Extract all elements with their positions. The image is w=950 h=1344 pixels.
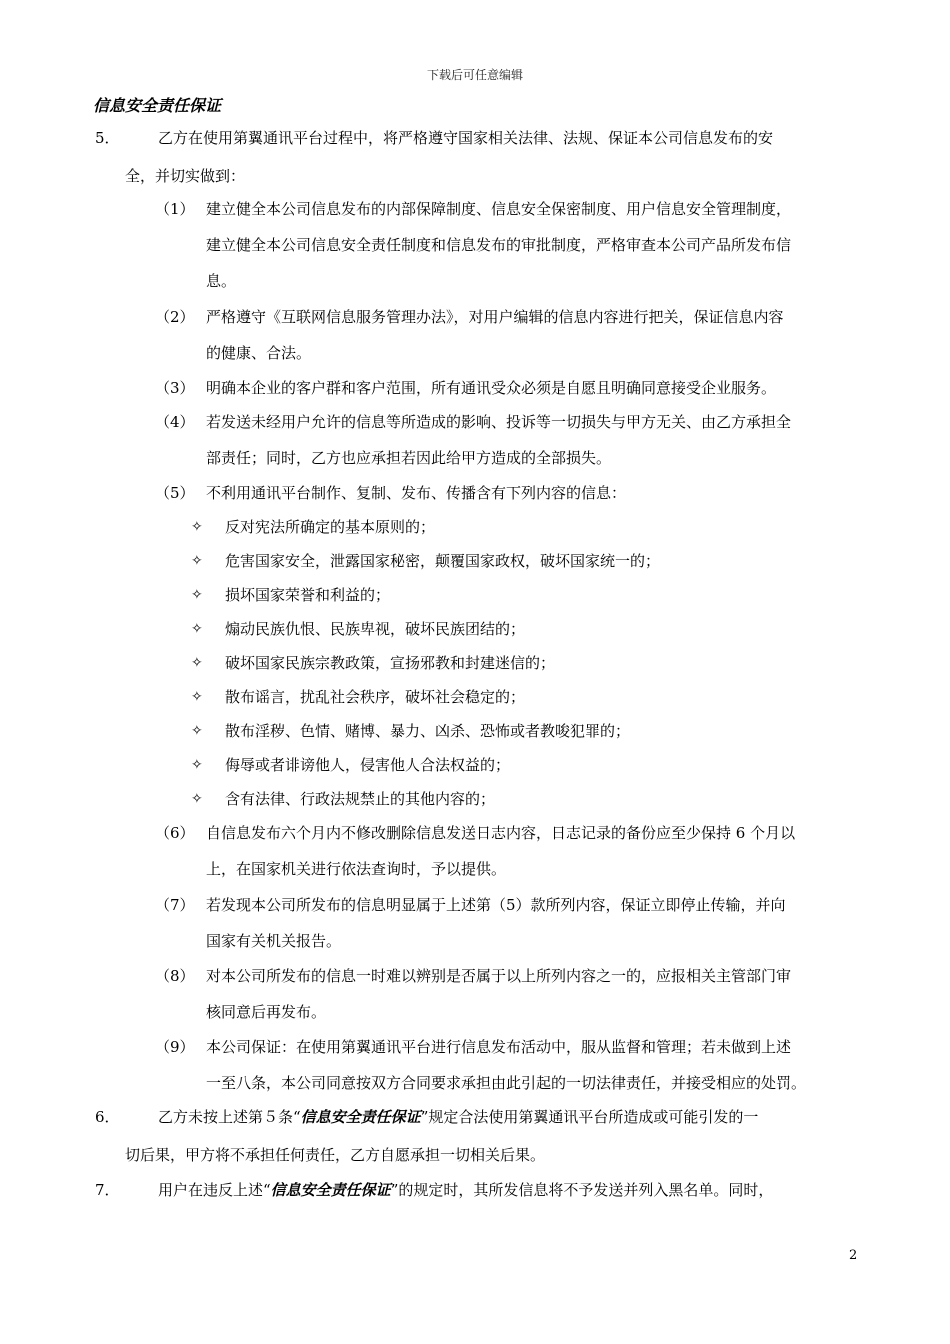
- item-6-line-1: 自信息发布六个月内不修改删除信息发送日志内容，日志记录的备份应至少保持 6 个月以: [206, 824, 796, 842]
- item-5-line-1: 不利用通讯平台制作、复制、发布、传播含有下列内容的信息：: [206, 484, 627, 502]
- item-4-line-2: 部责任；同时，乙方也应承担若因此给甲方造成的全部损失。: [206, 449, 612, 467]
- item-9-number: （9）: [155, 1038, 195, 1056]
- clause-7-text-pre: 用户在违反上述“: [158, 1181, 271, 1199]
- bullet-icon: ✧: [191, 757, 203, 773]
- item-8-number: （8）: [155, 967, 195, 985]
- item-1-line-1: 建立健全本公司信息发布的内部保障制度、信息安全保密制度、用户信息安全管理制度，: [206, 200, 792, 218]
- clause-7-text-line-1: [158, 1180, 773, 1200]
- page-number: 2: [849, 1248, 858, 1263]
- clause-7-number: 7．: [95, 1181, 120, 1199]
- item-3-line-1: 明确本企业的客户群和客户范围，所有通讯受众必须是自愿且明确同意接受企业服务。: [206, 379, 777, 397]
- clause-5-text-line-1: 乙方在使用第翼通讯平台过程中，将严格遵守国家相关法律、法规、保证本公司信息发布的安: [158, 129, 774, 147]
- item-4-number: （4）: [155, 413, 195, 431]
- bullet-item-5: 破坏国家民族宗教政策，宣扬邪教和封建迷信的；: [225, 654, 556, 672]
- bullet-icon: ✧: [191, 791, 203, 807]
- item-7-number: （7）: [155, 896, 195, 914]
- item-9-line-1: 本公司保证：在使用第翼通讯平台进行信息发布活动中，服从监督和管理；若未做到上述: [206, 1038, 792, 1056]
- item-1-number: （1）: [155, 200, 195, 218]
- bullet-item-6: 散布谣言，扰乱社会秩序，破坏社会稳定的；: [225, 688, 526, 706]
- clause-6-number: 6．: [95, 1108, 120, 1126]
- clause-6-emphasis: 信息安全责任保证: [300, 1108, 421, 1126]
- item-2-line-1: 严格遵守《互联网信息服务管理办法》，对用户编辑的信息内容进行把关，保证信息内容: [206, 308, 784, 326]
- item-4-line-1: 若发送未经用户允许的信息等所造成的影响、投诉等一切损失与甲方无关、由乙方承担全: [206, 413, 792, 431]
- bullet-item-7: 散布淫秽、色情、赌博、暴力、凶杀、恐怖或者教唆犯罪的；: [225, 722, 631, 740]
- item-6-line-2: 上，在国家机关进行依法查询时，予以提供。: [206, 860, 507, 878]
- bullet-icon: ✧: [191, 621, 203, 637]
- clause-6-text-pre: 乙方未按上述第５条“: [158, 1108, 301, 1126]
- item-5-number: （5）: [155, 484, 195, 502]
- item-7-line-2: 国家有关机关报告。: [206, 932, 342, 950]
- clause-5-number: 5．: [95, 129, 120, 147]
- bullet-icon: ✧: [191, 519, 203, 535]
- item-1-line-2: 建立健全本公司信息安全责任制度和信息发布的审批制度，严格审查本公司产品所发布信: [206, 236, 792, 254]
- clause-6-text-line-2: 切后果，甲方将不承担任何责任，乙方自愿承担一切相关后果。: [125, 1146, 546, 1164]
- bullet-item-9: 含有法律、行政法规禁止的其他内容的；: [225, 790, 496, 808]
- clause-6-text-line-1: [158, 1107, 758, 1127]
- bullet-item-2: 危害国家安全，泄露国家秘密，颠覆国家政权，破坏国家统一的；: [225, 552, 661, 570]
- bullet-icon: ✧: [191, 587, 203, 603]
- page-header: 下载后可任意编辑: [426, 68, 523, 82]
- item-2-line-2: 的健康、合法。: [206, 344, 312, 362]
- item-3-number: （3）: [155, 379, 195, 397]
- item-2-number: （2）: [155, 308, 195, 326]
- bullet-icon: ✧: [191, 553, 203, 569]
- bullet-icon: ✧: [191, 689, 203, 705]
- item-8-line-1: 对本公司所发布的信息一时难以辨别是否属于以上所列内容之一的，应报相关主管部门审: [206, 967, 792, 985]
- bullet-item-8: 侮辱或者诽谤他人，侵害他人合法权益的；: [225, 756, 511, 774]
- bullet-item-3: 损坏国家荣誉和利益的；: [225, 586, 391, 604]
- clause-5-text-line-2: 全，并切实做到：: [125, 167, 246, 185]
- bullet-icon: ✧: [191, 723, 203, 739]
- clause-7-emphasis: 信息安全责任保证: [270, 1181, 391, 1199]
- bullet-icon: ✧: [191, 655, 203, 671]
- item-7-line-1: 若发现本公司所发布的信息明显属于上述第（5）款所列内容，保证立即停止传输，并向: [206, 896, 786, 914]
- item-8-line-2: 核同意后再发布。: [206, 1003, 327, 1021]
- item-6-number: （6）: [155, 824, 195, 842]
- clause-6-text-post: ”规定合法使用第翼通讯平台所造成或可能引发的一: [420, 1108, 759, 1126]
- item-9-line-2: 一至八条，本公司同意按双方合同要求承担由此引起的一切法律责任，并接受相应的处罚。: [206, 1074, 807, 1092]
- clause-7-text-post: ”的规定时，其所发信息将不予发送并列入黑名单。同时，: [390, 1181, 774, 1199]
- bullet-item-1: 反对宪法所确定的基本原则的；: [225, 518, 436, 536]
- section-heading: 信息安全责任保证: [93, 96, 222, 115]
- item-1-line-3: 息。: [206, 272, 237, 290]
- bullet-item-4: 煽动民族仇恨、民族卑视，破坏民族团结的；: [225, 620, 526, 638]
